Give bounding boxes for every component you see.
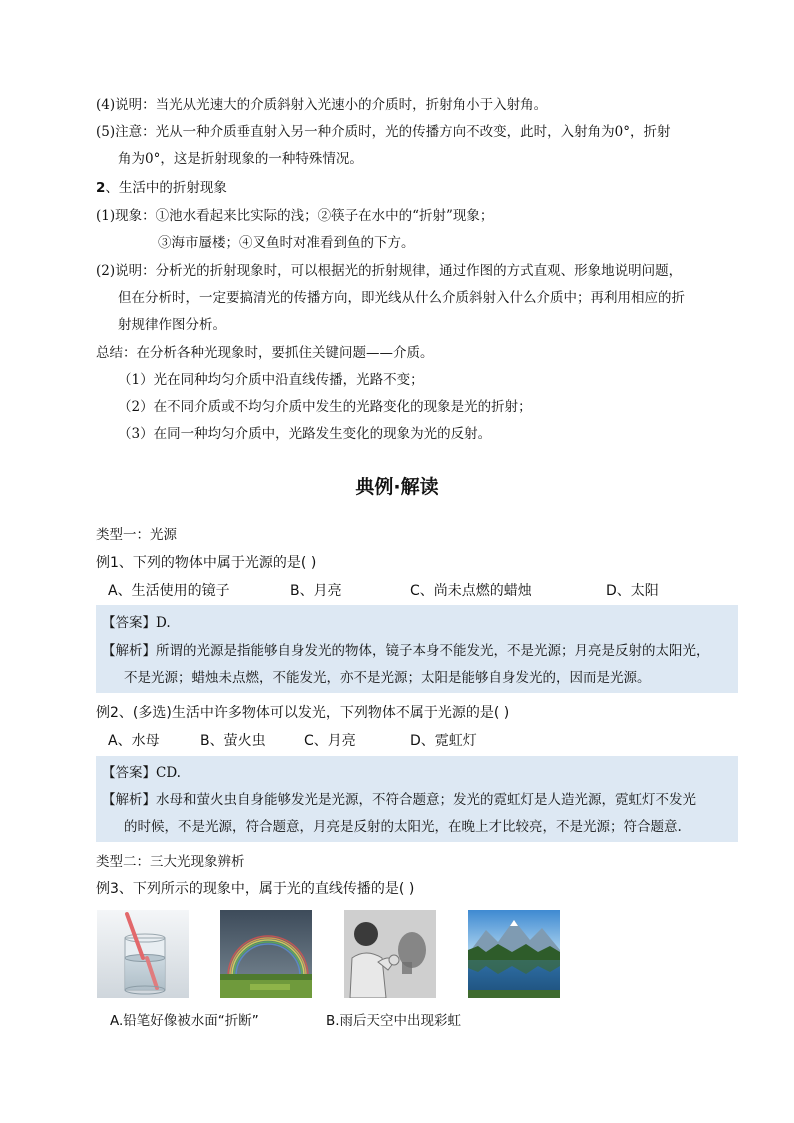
- section2-number: 2: [96, 180, 106, 196]
- example1-answer: 【答案】D.: [102, 615, 171, 631]
- example2-option-b: B、萤火虫: [200, 733, 266, 749]
- example2-option-d: D、霓虹灯: [410, 733, 477, 749]
- summary-title: 总结：在分析各种光现象时，要抓住关键问题——介质。: [96, 345, 434, 361]
- example1-option-d: D、太阳: [606, 583, 659, 599]
- example1-analysis-line1: 【解析】所谓的光源是指能够自身发光的物体，镜子本身不能发光，不是光源；月亮是反射的太阳光，: [102, 643, 710, 659]
- example2-answer: 【答案】CD.: [102, 765, 181, 781]
- example1-option-a: A、生活使用的镜子: [108, 583, 230, 599]
- example2-question: 例2、(多选)生活中许多物体可以发光，下列物体不属于光源的是( ): [96, 705, 510, 721]
- section2-p1-line1: (1)现象：①池水看起来比实际的浅；②筷子在水中的“折射”现象；: [96, 208, 494, 224]
- section2-title: [96, 179, 227, 197]
- lake-reflection-image: [468, 910, 560, 998]
- pencil-in-water-image: [97, 910, 189, 998]
- example1-answer-box: [96, 605, 738, 693]
- example3-caption-a: A.铅笔好像被水面“折断”: [110, 1013, 259, 1029]
- item-5-line2: 角为0°，这是折射现象的一种特殊情况。: [118, 151, 363, 167]
- example2-option-a: A、水母: [108, 733, 160, 749]
- type2-label: 类型二：三大光现象辨析: [96, 854, 245, 870]
- section2-p2-line2: 但在分析时，一定要搞清光的传播方向，即光线从什么介质斜射入什么介质中；再利用相应的折: [118, 290, 685, 306]
- section2-p1-line2: ③海市蜃楼；④叉鱼时对准看到鱼的下方。: [158, 235, 415, 251]
- example1-option-c: C、尚未点燃的蜡烛: [410, 583, 532, 599]
- rainbow-image: [220, 910, 312, 998]
- section-heading: 典例·解读: [355, 476, 439, 498]
- item-5-line1: (5)注意：光从一种介质垂直射入另一种介质时，光的传播方向不改变，此时，入射角为0°，折射: [96, 124, 671, 140]
- example1-question: 例1、下列的物体中属于光源的是( ): [96, 555, 317, 571]
- example3-caption-b: B.雨后天空中出现彩虹: [326, 1013, 462, 1029]
- example1-option-b: B、月亮: [290, 583, 342, 599]
- example3-question: 例3、下列所示的现象中，属于光的直线传播的是( ): [96, 881, 415, 897]
- example2-option-c: C、月亮: [304, 733, 356, 749]
- summary-item-1: （1）光在同种均匀介质中沿直线传播，光路不变；: [118, 372, 424, 388]
- section2-p2-line1: (2)说明：分析光的折射现象时，可以根据光的折射规律，通过作图的方式直观、形象地说明问题，: [96, 263, 683, 279]
- example2-analysis-line1: 【解析】水母和萤火虫自身能够发光是光源，不符合题意；发光的霓虹灯是人造光源，霓虹灯不发光: [102, 792, 696, 808]
- section2-title-text: 、生活中的折射现象: [105, 180, 227, 196]
- section2-p2-line3: 射规律作图分析。: [118, 317, 226, 333]
- example1-analysis-line2: 不是光源；蜡烛未点燃，不能发光，亦不是光源；太阳是能够自身发光的，因而是光源。: [124, 670, 651, 686]
- item-4: (4)说明：当光从光速大的介质斜射入光速小的介质时，折射角小于入射角。: [96, 97, 548, 113]
- example2-analysis-line2: 的时候，不是光源，符合题意，月亮是反射的太阳光，在晚上才比较亮，不是光源；符合题意.: [124, 819, 682, 835]
- summary-item-3: （3）在同一种均匀介质中，光路发生变化的现象为光的反射。: [118, 426, 492, 442]
- summary-item-2: （2）在不同介质或不均匀介质中发生的光路变化的现象是光的折射；: [118, 399, 532, 415]
- hand-shadow-image: [344, 910, 436, 998]
- example2-answer-box: [96, 756, 738, 842]
- type1-label: 类型一：光源: [96, 527, 177, 543]
